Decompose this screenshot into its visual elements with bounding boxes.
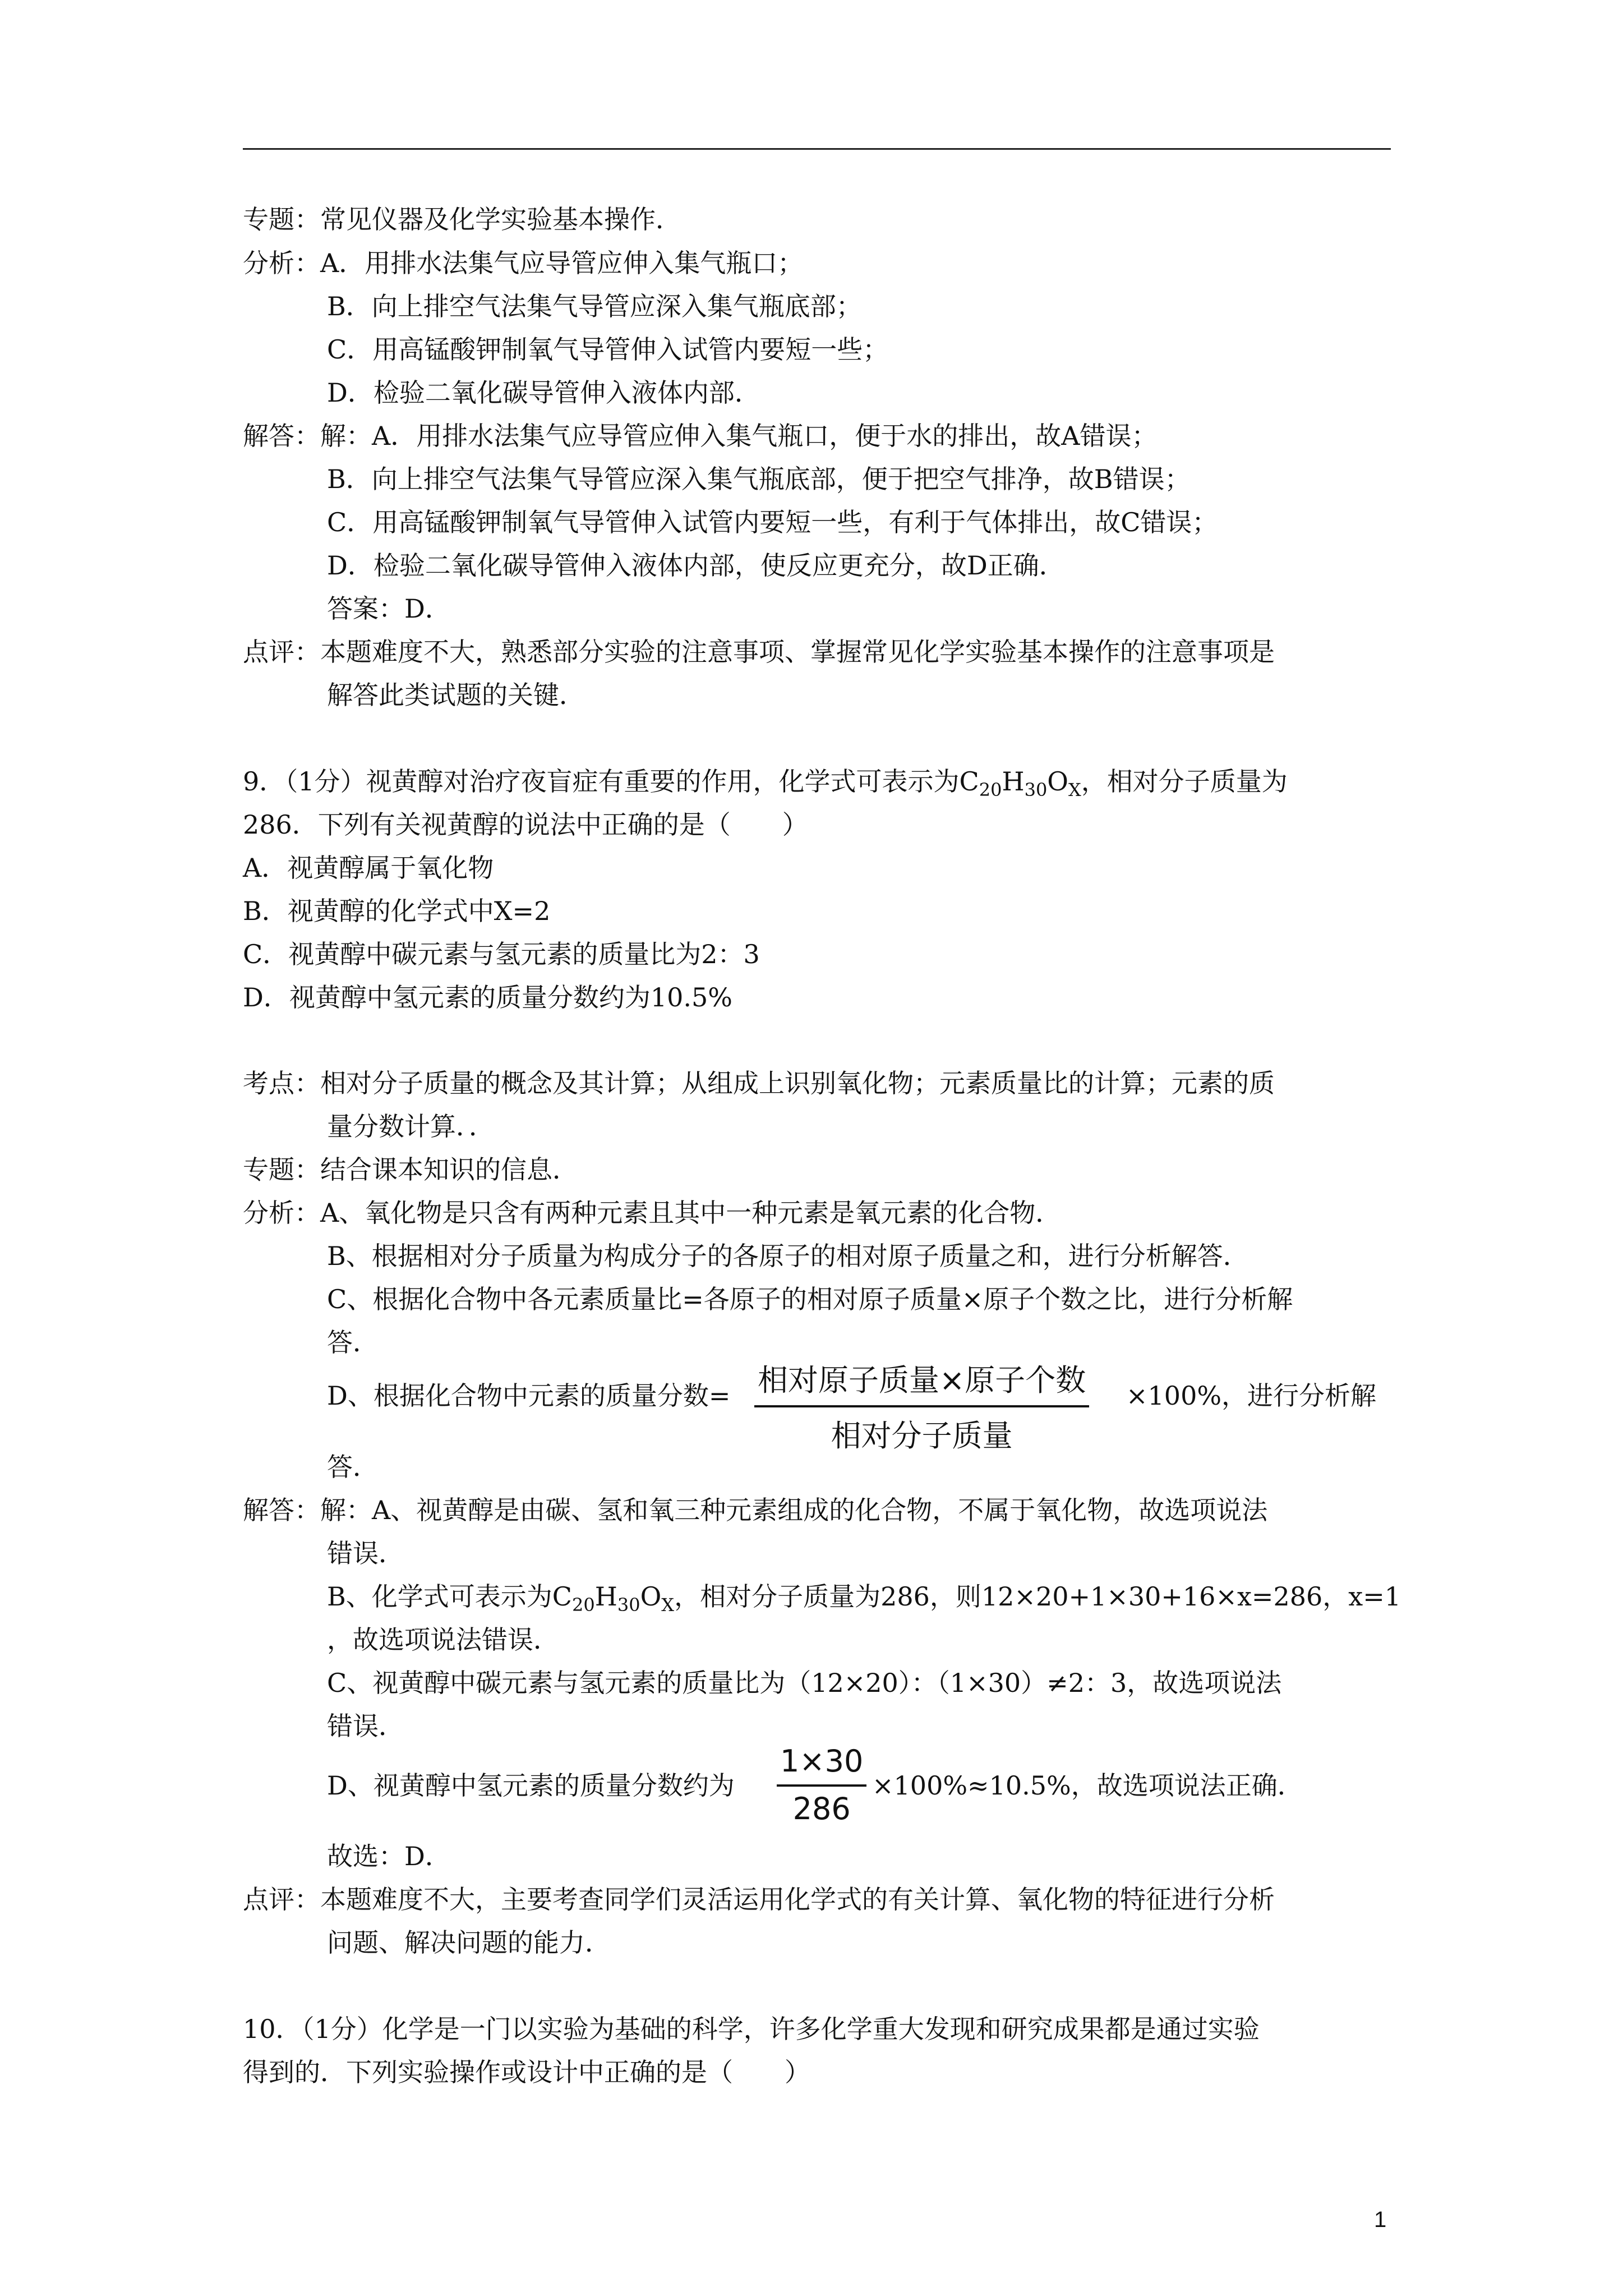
question-9-stem: 286．下列有关视黄醇的说法中正确的是（ ）: [243, 809, 808, 840]
question-9-stem: 9．（1分）视黄醇对治疗夜盲症有重要的作用，化学式可表示为$C_{20}H_{30}O_X$，相对分子质量为: [243, 766, 1288, 800]
option-d: D．视黄醇中氢元素的质量分数约为10.5%: [243, 982, 733, 1013]
solution-line: 错误．: [327, 1711, 404, 1741]
topic-line: 专题：结合课本知识的信息．: [243, 1154, 578, 1185]
comment-line: 点评：本题难度不大，熟悉部分实验的注意事项、掌握常见化学实验基本操作的注意事项是: [243, 637, 1275, 667]
option-b: B．视黄醇的化学式中X=2: [243, 896, 551, 926]
analysis-line-formula: D、根据化合物中元素的质量分数=: [327, 1381, 731, 1411]
analysis-line: D．检验二氧化碳导管伸入液体内部．: [327, 378, 760, 408]
comment-line: 解答此类试题的关键．: [327, 680, 585, 710]
solution-line: B、化学式可表示为$C_{20}H_{30}O_X$，相对分子质量为286，则12×20+1×30+16×x=286，x=1: [327, 1581, 1401, 1616]
analysis-line-formula-tail: ×100%，进行分析解: [1126, 1381, 1377, 1411]
answer-line: 答案：D．: [327, 593, 451, 624]
mass-fraction-formula: 相对原子质量×原子个数 相对分子质量: [754, 1356, 1089, 1455]
header-rule: [243, 148, 1391, 150]
analysis-line: B．向上排空气法集气导管应深入集气瓶底部；: [327, 291, 862, 321]
solution-line: 错误．: [327, 1538, 404, 1568]
option-a: A．视黄醇属于氧化物: [243, 853, 494, 883]
analysis-line: C．用高锰酸钾制氧气导管伸入试管内要短一些；: [327, 334, 889, 365]
comment-line: 问题、解决问题的能力．: [327, 1927, 611, 1958]
answer-line: 故选：D．: [327, 1841, 451, 1871]
key-point-line: 考点：相对分子质量的概念及其计算；从组成上识别氧化物；元素质量比的计算；元素的质: [243, 1068, 1275, 1098]
solution-line: C．用高锰酸钾制氧气导管伸入试管内要短一些，有利于气体排出，故C错误；: [327, 507, 1218, 537]
solution-line-formula-tail: ×100%≈10.5%，故选项说法正确．: [872, 1770, 1303, 1801]
analysis-line: 分析：A．用排水法集气应导管应伸入集气瓶口；: [243, 248, 804, 278]
comment-line: 点评：本题难度不大，主要考查同学们灵活运用化学式的有关计算、氧化物的特征进行分析: [243, 1884, 1275, 1915]
question-10-stem: 10．（1分）化学是一门以实验为基础的科学，许多化学重大发现和研究成果都是通过实验: [243, 2014, 1260, 2044]
analysis-line: 分析：A、氧化物是只含有两种元素且其中一种元素是氧元素的化合物．: [243, 1198, 1062, 1228]
solution-line: C、视黄醇中碳元素与氢元素的质量比为（12×20）：（1×30）≠2：3，故选项说法: [327, 1668, 1282, 1698]
solution-line-formula: D、视黄醇中氢元素的质量分数约为: [327, 1770, 735, 1801]
topic-line: 专题：常见仪器及化学实验基本操作．: [243, 204, 681, 234]
solution-line: B．向上排空气法集气导管应深入集气瓶底部，便于把空气排净，故B错误；: [327, 464, 1191, 494]
analysis-line: B、根据相对分子质量为构成分子的各原子的相对原子质量之和，进行分析解答．: [327, 1241, 1249, 1271]
hydrogen-fraction-formula: 1×30 286: [777, 1743, 866, 1826]
key-point-line: 量分数计算．．: [327, 1111, 495, 1142]
solution-line: D．检验二氧化碳导管伸入液体内部，使反应更充分，故D正确．: [327, 550, 1065, 581]
page-number: 1: [1374, 2207, 1387, 2232]
option-c: C．视黄醇中碳元素与氢元素的质量比为2：3: [243, 939, 760, 969]
solution-line: 解答：解：A．用排水法集气应导管应伸入集气瓶口，便于水的排出，故A错误；: [243, 421, 1158, 451]
analysis-line: 答．: [327, 1327, 379, 1358]
solution-line: ，故选项说法错误．: [327, 1625, 559, 1655]
analysis-line: 答．: [327, 1452, 379, 1482]
solution-line: 解答：解：A、视黄醇是由碳、氢和氧三种元素组成的化合物，不属于氧化物，故选项说法: [243, 1495, 1268, 1525]
analysis-line: C、根据化合物中各元素质量比=各原子的相对原子质量×原子个数之比，进行分析解: [327, 1284, 1293, 1314]
question-10-stem: 得到的．下列实验操作或设计中正确的是（ ）: [243, 2057, 810, 2087]
